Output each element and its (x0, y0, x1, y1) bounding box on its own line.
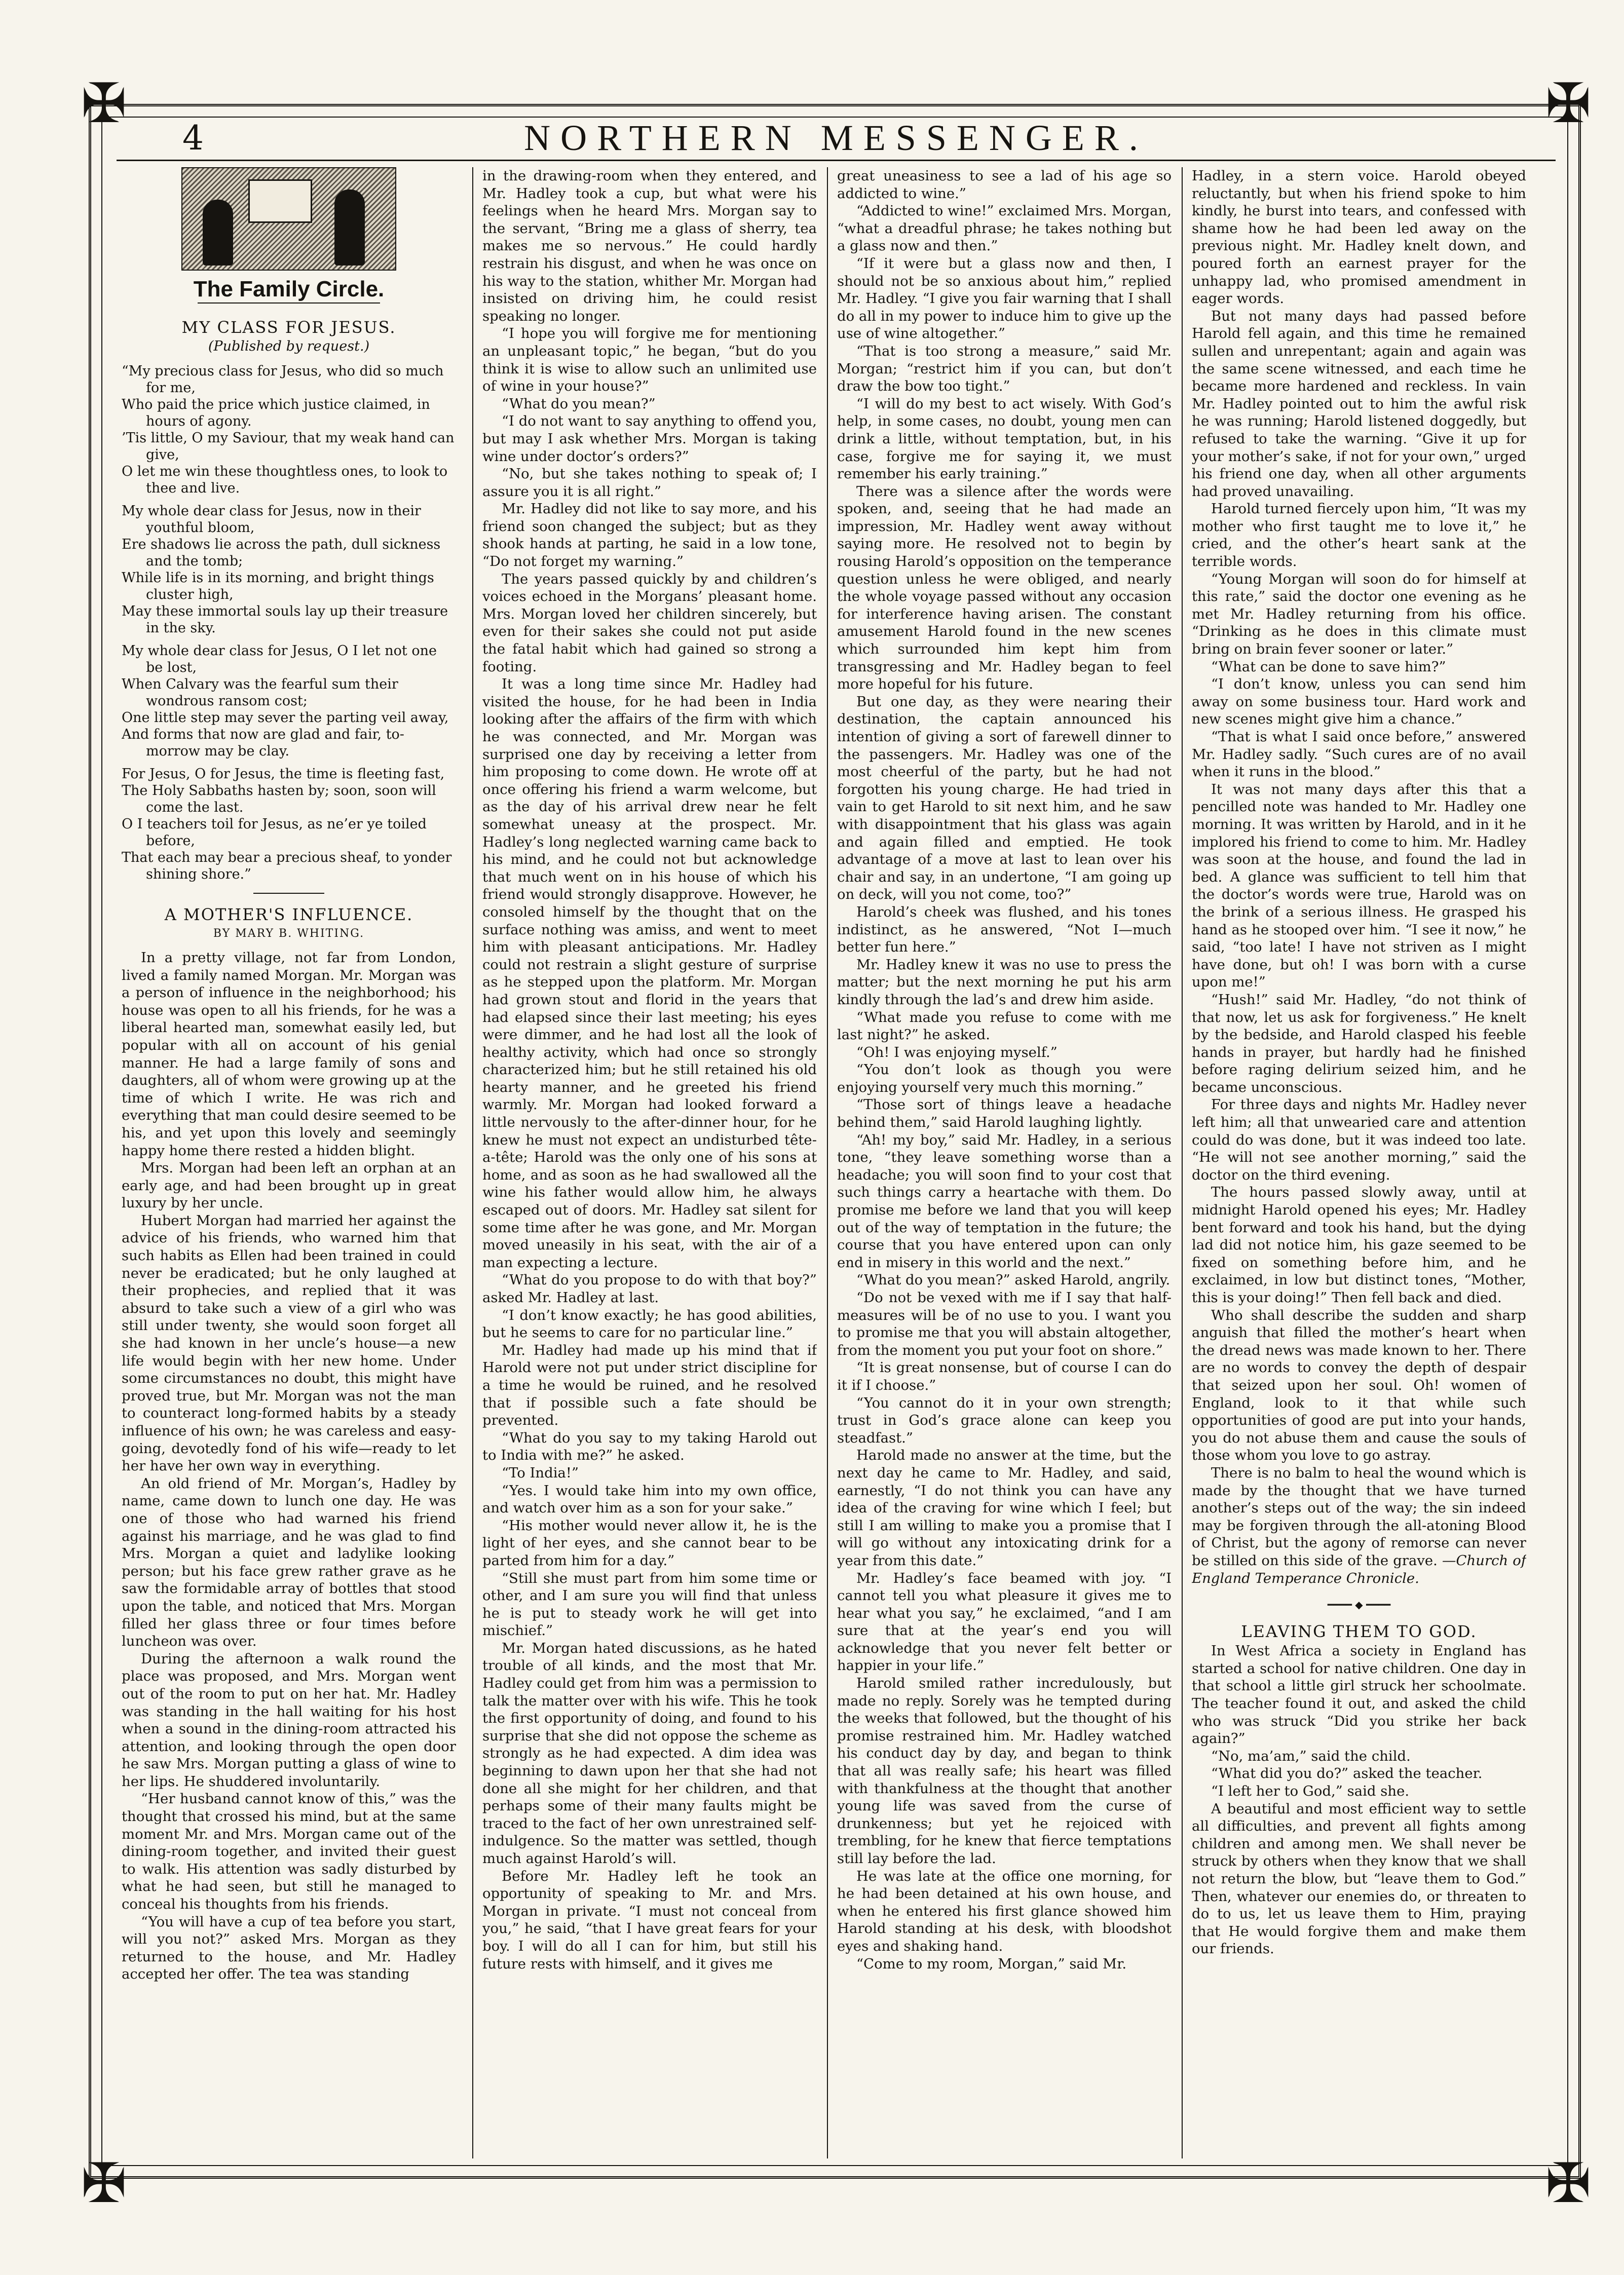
paragraph: “What do you say to my taking Harold out to India with me?” he asked. (482, 1429, 817, 1464)
paragraph: “What did you do?” asked the teacher. (1211, 1765, 1483, 1782)
ornament-bottom-right-icon: ✠ (1545, 2152, 1592, 2215)
ornament-bottom-left-icon: ✠ (81, 2152, 127, 2215)
paragraph: “Still she must part from him some time or other, and I am sure you will find that unless he is put to steady work he will get into mischief.” (482, 1570, 817, 1639)
paragraph: “You cannot do it in your own strength; trust in God’s grace alone can keep you steadfast.” (837, 1394, 1172, 1446)
ornament-top-left-icon: ✠ (81, 72, 127, 135)
poem-stanza: My whole dear class for Jesus, now in their youthful bloom, Ere shadows lie across the path, dull sickness and the tomb; While life is in its morning, and bright things cluster high, May these immortal souls lay up their treasure in the sky. (122, 503, 448, 636)
paragraph: It was a long time since Mr. Hadley had visited the house, for he had been in India looking after the affairs of the firm with which he was connected, and Mr. Morgan was surprised one day by receiving a letter from him proposing to come down. He wrote off at once offering his friend a warm welcome, but as the day of his arrival drew near he felt somewhat uneasy at the prospect. Mr. Hadley’s long neglected warning came back to his mind, and he could not but acknowledge that much went on in his house of which his friend would strongly disapprove. However, he consoled himself by the thought that on the surface nothing was amiss, and went to meet him with pleasant anticipations. Mr. Hadley could not restrain a slight gesture of surprise as he stepped upon the platform. Mr. Morgan had grown stout and florid in the years that had elapsed since their last meeting; his eyes were dimmer, and he had lost all the look of healthy activity, which had once so strongly characterized him; but he still retained his old hearty manner, and he greeted his friend warmly. Mr. Morgan had looked forward a little nervously to the after-dinner hour, for he knew he must not expect an undisturbed tête-a-tête; Harold was the only one of his sons at home, and as soon as he had swallowed all the wine his father would allow him, he always escaped out of doors. Mr. Hadley sat silent for some time after he was gone, and Mr. Morgan moved uneasily in his seat, with the air of a man expecting a lecture. (482, 676, 817, 1271)
poem-stanza: “My precious class for Jesus, who did so much for me, Who paid the price which justice claimed, in hours of agony. ’Tis little, O my Saviour, that my weak hand can give, O let me win these thoughtless ones, to look to thee and live. (122, 363, 455, 496)
column-3 (837, 167, 1172, 2158)
paragraph: In West Africa a society in England has started a school for native children. One day in that school a little girl struck her schoolmate. The teacher found it out, and asked the child who was struck “Did you strike her back again?” (1192, 1643, 1526, 1747)
paragraph: In a pretty village, not far from London, lived a family named Morgan. Mr. Morgan was a person of influence in the neighborhood; his house was open to all his friends, for he was a liberal hearted man, somewhat easily led, but popular with all on account of his genial manner. He had a large family of sons and daughters, all of whom were growing up at the time of which I write. He was rich and everything that man could desire seemed to be his, and yet upon this lovely and seemingly happy home there rested a hidden blight. (122, 949, 456, 1159)
paragraph: “I left her to God,” said she. (1211, 1783, 1410, 1800)
poem-note: (Published by request.) (208, 338, 370, 355)
paragraph: “What do you propose to do with that boy?” asked Mr. Hadley at last. (482, 1272, 817, 1306)
paragraph: “To India!” (502, 1464, 579, 1481)
paragraph: The years passed quickly by and children’s voices echoed in the Morgans’ pleasant home. Mrs. Morgan loved her children sincerely, but even for their sakes she could not put aside the fatal habit which had gained so strong a footing. (482, 571, 817, 675)
paragraph: Mr. Hadley did not like to say more, and his friend soon changed the subject; but as they shook hands at parting, he said in a low tone, “Do not forget my warning.” (482, 501, 817, 570)
ornament-top-right-icon: ✠ (1545, 72, 1592, 135)
paragraph: Harold’s cheek was flushed, and his tones indistinct, as he answered, “Not I—much better fun here.” (837, 903, 1172, 956)
paragraph: “Hush!” said Mr. Hadley, “do not think of that now, let us ask for forgiveness.” He knelt by the bedside, and Harold clasped his feeble hands in prayer, but hardly had he finished before raging delirium seized him, and he became unconscious. (1192, 991, 1526, 1095)
paragraph: “That is what I said once before,” answered Mr. Hadley sadly. “Such cures are of no avail when it runs in the blood.” (1192, 729, 1526, 780)
paragraph: Hadley, in a stern voice. Harold obeyed reluctantly, but when his friend spoke to him kindly, he burst into tears, and confessed with shame how he had been led away on the previous night. Mr. Hadley knelt down, and poured forth an earnest prayer for the unhappy lad, who promised amendment in eager words. (1192, 168, 1526, 307)
paragraph: “I will do my best to act wisely. With God’s help, in some cases, no doubt, young men can drink a little, without temptation, but, in his case, forgive me for saying it, we must remember his early training.” (837, 395, 1172, 482)
column-1 (122, 167, 456, 2158)
paragraph: For three days and nights Mr. Hadley never left him; all that unwearied care and attention could do was done, but it was indeed too late. “He will not see another morning,” said the doctor on the third evening. (1192, 1096, 1526, 1183)
story-column-1 (122, 949, 456, 1983)
paragraph: “You don’t look as though you were enjoying yourself very much this morning.” (837, 1061, 1172, 1095)
column-rule (1182, 167, 1183, 2158)
story-byline: BY MARY B. WHITING. (213, 927, 365, 940)
paragraph: “I hope you will forgive me for mentioning an unpleasant topic,” he began, “but do you think it is wise to allow such an unlimited use of wine in your house?” (482, 325, 817, 395)
column-rule (472, 167, 473, 2158)
paragraph: Mr. Hadley knew it was no use to press the matter; but the next morning he put his arm kindly through the lad’s and drew him aside. (837, 956, 1172, 1008)
paragraph: “What can be done to save him?” (1211, 658, 1446, 675)
paragraph: There is no balm to heal the wound which is made by the thought that we have turned another’s steps out of the way; the sin indeed may be forgiven through the all-atoning Blood of Christ, but the agony of remorse can never be stilled on this side of the grave. —Church of England Temperance Chronicle. (1192, 1464, 1526, 1586)
divider (198, 302, 380, 304)
paragraph: Harold smiled rather incredulously, but made no reply. Sorely was he tempted during the weeks that followed, but the thought of his promise restrained him. Mr. Hadley watched his conduct day by day, and began to think that all was really safe; his heart was filled with thankfulness at the thought that another young life was saved from the curse of drunkenness; but yet he rejoiced with trembling, for he knew that fierce temptations still lay before the lad. (837, 1675, 1172, 1867)
poem-title: MY CLASS FOR JESUS. (181, 317, 396, 337)
story-title: A MOTHER'S INFLUENCE. (164, 904, 413, 924)
paragraph: During the afternoon a walk round the place was proposed, and Mrs. Morgan went out of the room to put on her hat. Mr. Hadley was standing in the hall waiting for his host when a sound in the dining-room attracted his attention, and looking through the open door he saw Mrs. Morgan putting a glass of wine to her lips. He shuddered involuntarily. (122, 1650, 456, 1790)
paragraph: Mr. Hadley’s face beamed with joy. “I cannot tell you what pleasure it gives me to hear what you say,” he exclaimed, “and I am sure that at the year’s end you will acknowledge that you never felt better or happier in your life.” (837, 1570, 1172, 1674)
paragraph: “What do you mean?” asked Harold, angrily. (856, 1272, 1170, 1288)
masthead (117, 117, 1556, 161)
paragraph: “I do not want to say anything to offend you, but may I ask whether Mrs. Morgan is taking wine under doctor’s orders?” (482, 413, 817, 465)
paragraph: Harold turned fiercely upon him, “It was my mother who first taught me to love it,” he cried, and the other’s heart sank at the terrible words. (1192, 501, 1526, 570)
paragraph: But one day, as they were nearing their destination, the captain announced his intention of giving a sort of farewell dinner to the passengers. Mr. Hadley was one of the most cheerful of the party, but he had not forgotten his young charge. He had tried in vain to get Harold to sit next him, and he saw with disappointment that his glass was again and again filled and emptied. He took advantage of a move at last to lean over his chair and say, in an undertone, “I am going up on deck, will you not come, too?” (837, 693, 1172, 903)
paragraph: Mrs. Morgan had been left an orphan at an early age, and had been brought up in great luxury by her uncle. (122, 1160, 456, 1211)
divider (253, 893, 324, 894)
paragraph: “His mother would never allow it, he is the light of her eyes, and she cannot bear to be parted from him for a day.” (482, 1517, 817, 1569)
paragraph: There was a silence after the words were spoken, and, seeing that he had made an impression, Mr. Hadley went away without saying more. He resolved not to begin by rousing Harold’s opposition on the temperance question unless he were obliged, and nearly the whole voyage passed without any occasion for interference having arisen. The constant amusement Harold found in the new scenes which surrounded him kept him from transgressing and Mr. Hadley began to feel more hopeful for his future. (837, 483, 1172, 693)
paragraph: “No, but she takes nothing to speak of; I assure you it is all right.” (482, 466, 817, 500)
article-title: LEAVING THEM TO GOD. (1241, 1621, 1477, 1641)
poem-stanza: For Jesus, O for Jesus, the time is fleeting fast, The Holy Sabbaths hasten by; soon, soon will come the last. O I teachers toil for Jesus, as ne’er ye toiled before, That each may bear a precious sheaf, to yonder shining shore.” (122, 766, 452, 882)
paragraph: “What do you mean?” (502, 395, 656, 412)
paragraph: It was not many days after this that a pencilled note was handed to Mr. Hadley one morning. It was written by Harold, and in it he implored his friend to come to him. Mr. Hadley was soon at the house, and found the lad in bed. A glance was sufficient to tell him that the doctor’s words were true, Harold was on the brink of a serious illness. He grasped his hand as he stooped over him. “I see it now,” he said, “too late! I have not striven as I might have done, but oh! I was born with a curse upon me!” (1192, 781, 1526, 991)
paragraph: Before Mr. Hadley left he took an opportunity of speaking to Mr. and Mrs. Morgan in private. “I must not conceal from you,” he said, “that I have great fears for your boy. I will do all I can for him, but still his future rests with himself, and it gives me (482, 1868, 817, 1972)
family-circle-engraving (181, 167, 396, 271)
paragraph: “Yes. I would take him into my own office, and watch over him as a son for your sake.” (482, 1482, 817, 1516)
column-4 (1192, 167, 1526, 2158)
divider-ornament-icon: ━━━━ ◆ ━━━━ (1327, 1599, 1391, 1611)
paragraph: “What made you refuse to come with me last night?” he asked. (837, 1009, 1172, 1043)
paragraph: “Oh! I was enjoying myself.” (856, 1044, 1058, 1060)
paragraph: “Come to my room, Morgan,” said Mr. (856, 1955, 1127, 1972)
paragraph: An old friend of Mr. Morgan’s, Hadley by name, came down to lunch one day. He was one of those who had warned his friend against his marriage, and he was glad to find Mrs. Morgan a quiet and ladylike looking person; but his face grew rather grave as he saw the formidable array of bottles that stood upon the table, and noticed that Mrs. Morgan filled her glass three or four times before luncheon was over. (122, 1475, 456, 1650)
paragraph: Who shall describe the sudden and sharp anguish that filled the mother’s heart when the dread news was made known to her. There are no words to convey the depth of despair that seized upon her soul. Oh! women of England, look to it that while such opportunities of good are put into your hands, you do not abuse them and cause the souls of those whom you love to go astray. (1192, 1307, 1526, 1464)
paragraph: great uneasiness to see a lad of his age so addicted to wine.” (837, 168, 1172, 202)
paragraph: in the drawing-room when they entered, and Mr. Hadley took a cup, but what were his feelings when he heard Mrs. Morgan say to the servant, “Bring me a glass of sherry, tea makes me so nervous.” He could hardly restrain his disgust, and when he was once on his way to the station, whither Mr. Morgan had insisted on driving him, he could resist speaking no longer. (482, 168, 817, 324)
story-credit: —Church of England Temperance Chronicle. (1192, 1552, 1526, 1586)
page-number: 4 (182, 119, 204, 158)
paragraph: “You will have a cup of tea before you start, will you not?” asked Mrs. Morgan as they returned to the house, and Mr. Hadley accepted her offer. The tea was standing (122, 1913, 456, 1983)
paragraph: A beautiful and most efficient way to settle all difficulties, and prevent all fights among children and among men. We shall never be struck by others when they know that we shall not return the blow, but “leave them to God.” Then, whatever our enemies do, or threaten to do to us, let us leave them to Him, praying that He would forgive them and make them our friends. (1192, 1800, 1526, 1957)
paragraph: He was late at the office one morning, for he had been detained at his own house, and when he entered his first glance showed him Harold standing at his desk, with bloodshot eyes and shaking hand. (837, 1868, 1172, 1954)
paragraph: “Those sort of things leave a headache behind them,” said Harold laughing lightly. (837, 1096, 1172, 1131)
newspaper-title: NORTHERN MESSENGER. (524, 118, 1148, 158)
paragraph: “I don’t know exactly; he has good abilities, but he seems to care for no particular line.” (482, 1307, 817, 1341)
paragraph: “Young Morgan will soon do for himself at this rate,” said the doctor one evening as he met Mr. Hadley returning from his office. “Drinking as he does in this climate must bring on brain fever sooner or later.” (1192, 571, 1526, 658)
paragraph: Mr. Hadley had made up his mind that if Harold were not put under strict discipline for a time he would be ruined, and he resolved that if possible such a fate should be prevented. (482, 1342, 817, 1429)
poem-stanza: My whole dear class for Jesus, O I let not one be lost, When Calvary was the fearful sum their wondrous ransom cost; One little step may sever the parting veil away, And forms that now are glad and fair, to-morrow may be clay. (122, 642, 449, 759)
paragraph: “Ah! my boy,” said Mr. Hadley, in a serious tone, “they leave something worse than a headache; you will soon find to your cost that such things carry a heartache with them. Do promise me before we land that you will keep out of the way of temptation in the future; the course that you have entered upon can only end in misery in this world and the next.” (837, 1131, 1172, 1271)
paragraph: Mr. Morgan hated discussions, as he hated trouble of all kinds, and the most that Mr. Hadley could get from him was a permission to talk the matter over with his wife. This he took the first opportunity of doing, and found to his surprise that she did not oppose the scheme as strongly as he had expected. A dim idea was beginning to dawn upon her that she had not done all she might for her children, and that perhaps some of their many faults might be traced to the fact of her own unrestrained self-indulgence. So the matter was settled, though much against Harold’s will. (482, 1640, 817, 1867)
paragraph: The hours passed slowly away, until at midnight Harold opened his eyes; Mr. Hadley bent forward and took his hand, but the dying lad did not notice him, his gaze seemed to be fixed on something before him, and he exclaimed, in low but distinct tones, “Mother, this is your doing!” Then fell back and died. (1192, 1184, 1526, 1306)
paragraph: But not many days had passed before Harold fell again, and this time he remained sullen and unrepentant; again and again was the same scene witnessed, and each time he became more hardened and reckless. In vain Mr. Hadley pointed out to him the awful risk he was running; Harold listened doggedly, but refused to take the warning. “Give it up for your mother’s sake, if not for your own,” urged his friend one day, when all other arguments had proved unavailing. (1192, 308, 1526, 500)
paragraph: “Addicted to wine!” exclaimed Mrs. Morgan, “what a dreadful phrase; he takes nothing but a glass now and then.” (837, 203, 1172, 254)
section-title: The Family Circle. (193, 277, 385, 301)
paragraph: “If it were but a glass now and then, I should not be so anxious about him,” replied Mr. Hadley. “I give you fair warning that I shall do all in my power to induce him to give up the use of wine altogether.” (837, 255, 1172, 342)
column-2 (482, 167, 817, 2158)
paragraph: “Do not be vexed with me if I say that half-measures will be of no use to you. I want you to promise me that you will abstain altogether, from the moment you put your foot on shore.” (837, 1290, 1172, 1358)
paragraph: “I don’t know, unless you can send him away on some business tour. Hard work and new scenes might give him a chance.” (1192, 676, 1526, 728)
paragraph: Hubert Morgan had married her against the advice of his friends, who warned him that such habits as Ellen had been trained in could never be eradicated; but he only laughed at their prophecies, and replied that it was absurd to take such a view of a girl who was still under twenty, she would soon forget all she had known in her uncle’s house—a new life would begin with her new home. Under some circumstances no doubt, this might have proved true, but Mr. Morgan was not the man to counteract long-formed habits by a steady influence of his own; he was careless and easy-going, devotedly fond of his wife—ready to let her have her own way in everything. (122, 1212, 456, 1474)
paragraph: “Her husband cannot know of this,” was the thought that crossed his mind, but at the same moment Mr. and Mrs. Morgan came out of the dining-room together, and invited their guest to walk. His attention was sadly disturbed by what he had seen, but still he managed to conceal his thoughts from his friends. (122, 1791, 456, 1913)
paragraph: “That is too strong a measure,” said Mr. Morgan; “restrict him if you can, but don’t draw the bow too tight.” (837, 343, 1172, 395)
paragraph: “It is great nonsense, but of course I can do it if I choose.” (837, 1359, 1172, 1393)
column-rule (827, 167, 828, 2158)
paragraph: Harold made no answer at the time, but the next day he came to Mr. Hadley, and said, earnestly, “I do not think you can have any idea of the craving for wine which I feel; but still I am willing to make you a promise that I will go without any intoxicating drink for a year from this date.” (837, 1447, 1172, 1569)
paragraph: “No, ma’am,” said the child. (1211, 1748, 1411, 1764)
